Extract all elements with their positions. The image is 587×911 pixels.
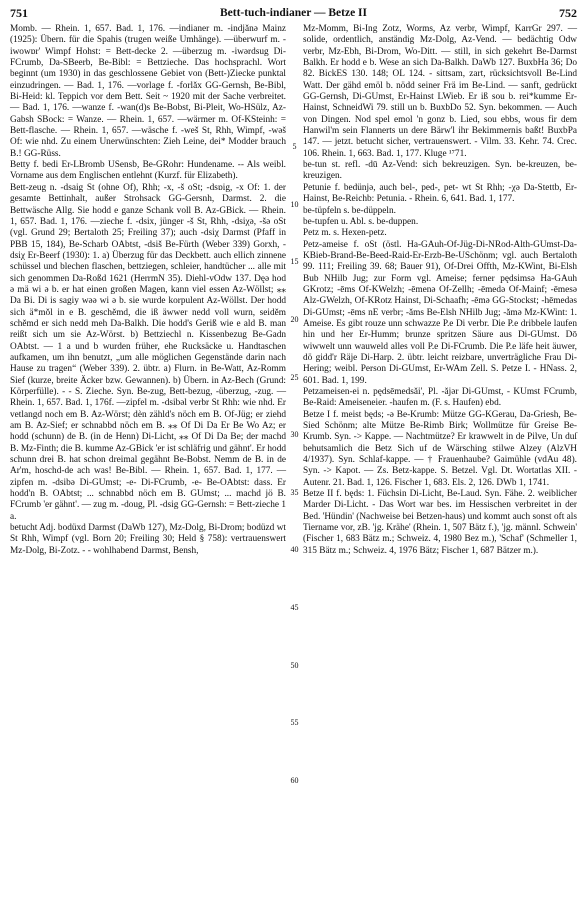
line-number: 40 xyxy=(290,545,299,554)
entry-betze-1: Betze I f. meist będs; -ə Be-Krumb: Mütze GG-KGerau, Da-Griesh, Be-Sied Schönm; alte Mütze Be-Rimb Birk; Wollmütze für Greise Be-Krumb. Syn. -> Kappe. — Nachtmütze? Er krawwelt in de Pilve, Un duſ behutsamlich die Betz Sich uf de Wärsching stilwe Alzey (AlzVH 4/1937). Syn. Schlaf-kappe. — † Frauenhaube? Gaimühle (vdAu 48). Syn. -> Kapot. — Zs. Betz-kappe. S. Betzel. Vgl. Dt. Wortatlas XII. - Autenr. 21. Bad. 1, 126. Fischer 1, 683. Els. 2, 126. DWb 1, 1741. xyxy=(303,409,577,488)
entry-be-tupfen: be-tupfen u. Abl. s. be-duppen. xyxy=(303,216,419,227)
entry-bett-zeug: Bett-zeug n. -dsaig St (ohne Of), Rhh; -x, -š oSt; -dsɒig, -x Of: 1. der gesamte Bettinhalt, außer Strohsack GG-Gersnh, Darmst. 2. die Bettwäsche Allg. Sie hodd e ganze Schank voll B. Az-GBick. — Rhein. 1, 657. Bad. 1, 176. —zieche f. -dsix, jünger -š St, Rhh, -dsiχə, -šə oSt (vgl. Grund 29; Bertaloth 25; Freiling 37); auch -dsiχ Darmst (Pfaff in PBB 15, 184), Be-Scharb OAbtst, -dsiš Be-Fürth (Weber 339) Gorxh, -dsiχ Er-Beerf (1930): 1. a) Überzug für das Deckbett. auch ellich zinnene schüssel und blechen flaschen, bettziegen, schleier, handtücher ... alle mit sich genommen Da-Roßd 1621 (HerrmN 35). Diehl-vOdw 137. Dęə hod ə mä wi ə b. er hat einen großen Magen, kann viel essen Az-Wöllst; ⁎⁎ Da Bi. Di is sagiy wəə wi ə b. sie wurde korpulent Az-Wöllst. Der hodd sich ä*mǒl in e B. geschěmd, die iß äwwer nedd voll wurn, seiděm schěmd er sich nedd meh Da-Balkh. Die hodd's Geriß wie e ald B. man reißt sich um sie Az-Wörst. b) Bettziechl n. Kissenbezug Be-Gadn OAbtst. — 1 a und b wurden früher, ehe Rucksäcke u. Handtaschen aufkamen, um ihn benutzt, „um alle möglichen Gegenstände darin nach Hause zu tragen“ (Weber 339). 2. übtr. a) Flurn. in Be-Watt, Az-Romm Sief (kurze, breite Äcker bzw. Gewannen). b) Übern. in Az-Bech (Grund: Körperfülle). - - S. Zieche. Syn. Be-zug, Bett-bezug, -überzug, -zug. — Rhein. 1, 657. Bad. 1, 176f. —zipfel m. -dsibəl verbr St Rhh: wie nhd. Er vetlangd noch em B. Az-Wörst; dèn zähld's nöch em B. Of-Jüg; er ziehd am B. Az-Sief; er schnabbd nöch em B. ⁎⁎ Of Di Da Er Be Wo Az; er hodd (schunn) de B. (in de Henn) Di-Licht, ⁎⁎ Of Di Da Be; der machd B. Mz-Finth; die B. kumme Az-GBick 'er ist schläfrig und gähnt'. Er hodd schunn drei B. hat schon dreimal gegähnt Be-Bobst. Nemm de B. in de Ar'm, hoschd-de ach was! Be-Bibl. — Rhein. 1, 657. Bad. 1, 177. —zipfen m. -dsibə Di-GUmst; -e- Di-FCrumb, -e- Be-OAbtst: dass. Er hodd'n B. OAbtst; ... schnabbd nöch em B. GUmst; ... machd jö B. FCrumb 'er gähnt'. — zug m. -doug, Pl. -dsig GG-Gernsh: = Bett-zieche 1 a. xyxy=(10,182,286,522)
line-number: 50 xyxy=(290,661,299,670)
entry-petzameisen-ei: Petzameisen-ei n. pędsēmedsǎi', Pl. -ǎjər Di-GUmst, - KUmst FCrumb, Be-Raid: Ameiseneier. -haufen m. (F. s. Haufen) ebd. xyxy=(303,387,577,409)
line-number: 5 xyxy=(292,142,297,151)
line-number: 10 xyxy=(290,200,299,209)
header-title: Bett-tuch-indianer — Betze II xyxy=(219,7,368,19)
entry-betze-2: Betze II f. będs: 1. Füchsin Di-Licht, Be-Laud. Syn. Fähe. 2. weiblicher Marder Di-Licht. - Das Wort war bes. im Hessischen verbreitet in der Bed. 'Hündin' (Nachweise bei Betzen-haus) und kommt auch sonst oft als Tiername vor, zB. 'jg. Krähe' (Rhein. 1, 507 Bätz f.), 'jg. männl. Schwein' (Fischer 1, 683 Bätz m.; Schweiz. 4, 1980 Bez m.), 'Schaf' (Schmeller 1, 315 Bätz m.; Schweiz. 4, 1976 Bätz; Fischer 1, 687 Bätzer m.). xyxy=(303,489,577,556)
entry-bett-continued: Momb. — Rhein. 1, 657. Bad. 1, 176. —indianer m. -indjǎnə Mainz (1925): Übern. für die Spahis (trugen weiße Umhänge). —überwurf m. -iwowɒr' Wimpf Hohst: = Bett-decke 2. —überzug m. -iwǝrdsug Di-FCrumb, Da-SBeerb, Be-Bibl: = Bettzieche. Das hochsprachl. Wort beginnt (um 1930) in das geschlossene Gebiet von (Bett-)Ziecke punktal einzudringen. — Bad. 1, 176. —vorlage f. -forlǎx GG-Gernsh, Be-Bibl, Bi-Heid: kl. Teppich vor dem Bett. Seit ~ 1920 mit der Sache verbreitet. — Bad. 1, 176. —wanze f. -wan(d)s Be-Bobst, Bi-Pleit, Wo-HSülz, Az-Gabsh SBock: = Wanze. — Rhein. 1, 657. —wärmer m. Of-KSteinh: = Bett-flasche. — Rhein. 1, 657. —wäsche f. -weš St, Rhh, Wimpf, -wǝš Of: wie nhd. Zu einem Unerwünschten: Zieh Leine, dei* Modder brauch B.! GG-Rüss. xyxy=(10,24,286,159)
line-number: 25 xyxy=(290,373,299,382)
entry-petunie: Petunie f. bedünjə, auch bel-, ped-, pet- wt St Rhh; -χə Da-Stettb, Er-Hainst, Be-Reichb: Petunia. - Rhein. 6, 641. Bad. 1, 177. xyxy=(303,182,577,205)
entry-betucht-continued: Mz-Momm, Bi-Ing Zotz, Worms, Az verbr, Wimpf, KarrGr 297. — solide, ordentlich, anständig Mz-Dolg, Az-Vend. — bedächtig Odw verbr, Mz-Ebh, Bi-Drom, Wo-Ditt. — still, in sich gekehrt Be-Darmst Balkh. Er hodd e b. Wese an sich Da-Balkh. DaWb 127. BuxbHa 36; Do 82. BickES 130. 148; OL 124. - sittsam, zart, rücksichtsvoll Be-Lind Watt. Der gähd emöl b. nödd seiner Frä im Be-Lind. — sanft, gedrückt GG-Gernsh, Di-GUmst, Er-Hainst LWieb. Er iß sou b. rei*kumme Er-Hainst, SchneidWi 79. still un b. BuxbDo 52. Syn. bekommen. — Auch von Dingen. Nod spel emol 'n gonz b. Lied, sou ebbs, wous fir dem Hanwil'm sein Flannerts un dere Bärw'l ihr Bekimmernis baßt! BuxbPa 147. — jetzt. betucht sicher, vertrauenswert. - Vilm. 33. Kehr. 74. Crec. 106. Rhein. 1, 663. Bad. 1, 177. Kluge ¹⁷71. xyxy=(303,24,577,159)
line-number: 55 xyxy=(290,718,299,727)
left-column xyxy=(10,24,286,557)
entry-betucht: betucht Adj. bodüxd Darmst (DaWb 127), Mz-Dolg, Bi-Drom; bodüzd wt St Rhh, Wimpf (vgl. Born 20; Freiling 30; Held § 758): vertrauenswert Mz-Dolg, Bi-Zotz. - - wohlhabend Darmst, Bensh, xyxy=(10,523,286,556)
line-number: 60 xyxy=(290,776,299,785)
line-number-gutter xyxy=(286,24,303,904)
line-number: 30 xyxy=(290,430,299,439)
entry-be-tuepfeln: be-tüpfeln s. be-düppeln. xyxy=(303,205,396,216)
line-number: 15 xyxy=(290,257,299,266)
line-number: 20 xyxy=(290,315,299,324)
entry-petz-ameise: Petz-ameise f. oSt (östl. Ha-GAuh-Of-Jüg-Di-NRod-Alth-GUmst-Da-KBieb-Brand-Be-Beed-Raid-Er-Erzb-Be-USchönm; vgl. auch Bertaloth 99. 111; Freiling 39. 68; Bauer 91), Of-Drei Offth, Mz-KWint, Bi-Elsh Bub NHilb Jug; zur Form vgl. Ameise; ferner pędsimsə Ha-GAuh GKrotz; -ēms Of-KWelzh; -ēmenə Of-Zellh; -ēmedə Of-Mainf; -ēmesə Alz-GWelzh, Of-KRotz Hainst, Di-Schaafh; -ēmə GG-Stockst; -hēmedəs Di-GUmst; -ēms nE verbr; -ǎms Be-Elsh NHilb Jug; -ǎmə Mz-KWint: 1. Ameise. Es gibt rouze unn schwazze P.e Di verbr. Die P.e dribbele laufen hin und her Er-Humm; brunze spritzen Säure aus Di-GUmst. Dō wiwwelt unn wauweld alles voll P.e Di-FCrumb. Die P.e läfe heit äuwer, dö gidd'r Räje Di-Harp. 2. übtr. leicht reizbare, unverträgliche Frau Di-Hering; weibl. Person Di-GUmst, Er-WAm Zell. S. Petze I. - HNass. 2, 601. Bad. 1, 199. xyxy=(303,239,577,386)
page-number-right: 752 xyxy=(558,5,577,20)
line-number: 35 xyxy=(290,488,299,497)
page-number-left: 751 xyxy=(10,5,28,20)
entry-petz: Petz m. s. Hexen-petz. xyxy=(303,228,387,239)
entry-betty: Betty f. bedi Er-LBromb USensb, Be-GRohr: Hundename. -- Als weibl. Vorname aus dem Englischen entlehnt (Kurzf. für Elizabeth). xyxy=(10,160,286,182)
entry-be-tun: be-tun st. refl. -dū Az-Vend: sich bekreuzigen. Syn. be-kreuzen, be-kreuzigen. xyxy=(303,160,577,182)
right-column xyxy=(303,24,577,557)
running-header xyxy=(10,4,577,22)
line-number: 45 xyxy=(290,603,299,612)
